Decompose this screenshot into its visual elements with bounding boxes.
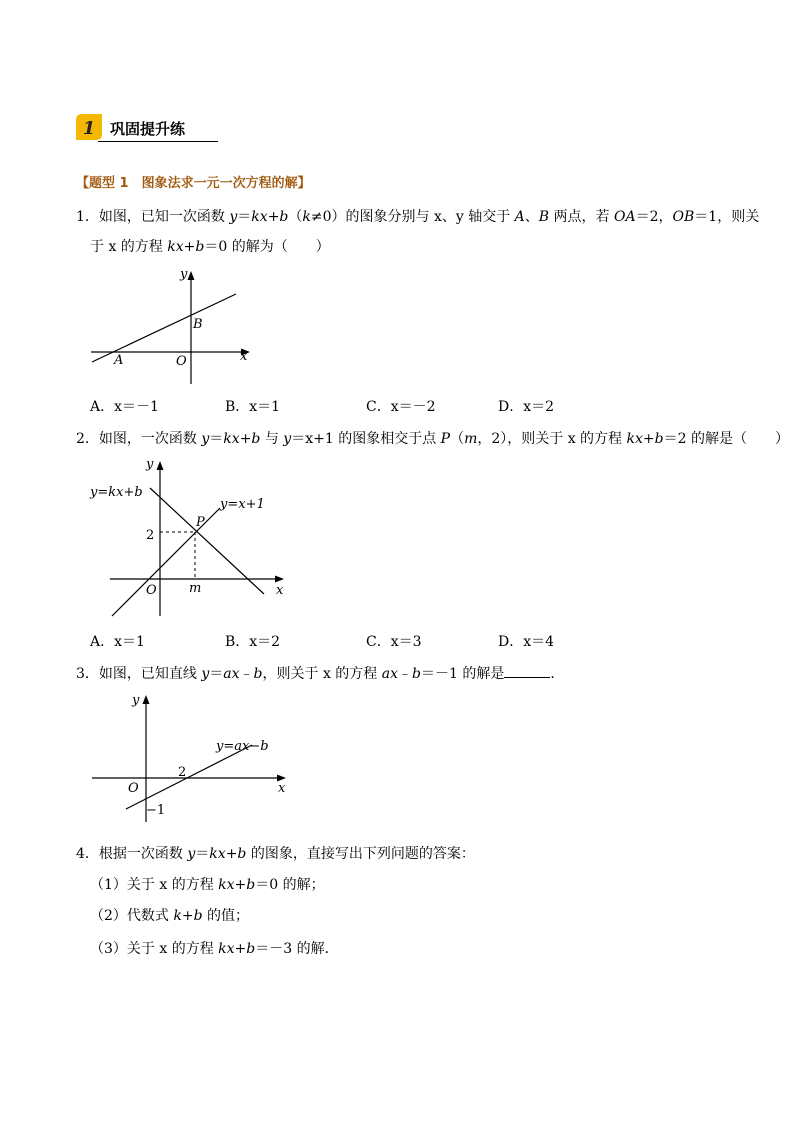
q4-sub2: （2）代数式 k+b 的值； (90, 908, 249, 924)
section-underline (98, 141, 218, 142)
q2-option-d[interactable]: D．x＝4 (498, 634, 555, 650)
q3-line1: 3．如图，已知直线 y＝ax﹣b，则关于 x 的方程 ax﹣b＝－1 的解是 ． (76, 666, 565, 682)
q4-line1: 4．根据一次函数 y＝kx+b 的图象，直接写出下列问题的答案： (76, 846, 475, 862)
q1-point-B: B (193, 317, 203, 332)
section-number: 1 (82, 118, 96, 139)
q2-figure (86, 452, 296, 620)
q3-line-label: y=ax−b (216, 739, 269, 754)
q1-x-label: x (240, 349, 248, 364)
q3-tick-neg1: −1 (146, 803, 166, 818)
q2-option-b[interactable]: B．x＝2 (225, 634, 281, 650)
q3-figure (86, 686, 296, 826)
q1-point-A: A (114, 353, 124, 368)
q1-y-label: y (180, 267, 188, 282)
q1-option-c[interactable]: C．x＝－2 (366, 399, 436, 415)
q2-tick-2: 2 (146, 528, 155, 543)
q2-line-x1-label: y=x+1 (220, 497, 265, 512)
q1-option-d[interactable]: D．x＝2 (498, 399, 555, 415)
q3-y-label: y (132, 693, 140, 708)
q2-tick-m: m (189, 581, 202, 596)
q2-line-kx-b-label: y=kx+b (90, 485, 143, 500)
section-number-badge (76, 114, 102, 140)
q3-x-label: x (278, 781, 286, 796)
q2-option-a[interactable]: A．x＝1 (90, 634, 145, 650)
q4-sub3: （3）关于 x 的方程 kx+b＝－3 的解． (90, 941, 339, 957)
q2-option-c[interactable]: C．x＝3 (366, 634, 422, 650)
q1-option-b[interactable]: B．x＝1 (225, 399, 281, 415)
q2-x-label: x (276, 583, 284, 598)
q1-figure (86, 262, 256, 388)
q2-y-label: y (146, 457, 154, 472)
section-title: 巩固提升练 (110, 120, 186, 138)
q2-point-P: P (196, 515, 205, 530)
q2-origin: O (146, 583, 157, 598)
q3-origin: O (128, 781, 139, 796)
q3-tick-2: 2 (178, 765, 187, 780)
q4-sub1: （1）关于 x 的方程 kx+b＝0 的解； (90, 877, 325, 893)
q2-line1: 2．如图，一次函数 y＝kx+b 与 y＝x+1 的图象相交于点 P（m，2），则关于 x 的方程 kx+b＝2 的解是（ ） (76, 431, 789, 447)
q1-line1: 1．如图，已知一次函数 y＝kx+b（k≠0）的图象分别与 x、y 轴交于 A、B 两点，若 OA＝2，OB＝1，则关 (76, 209, 760, 225)
q1-line2: 于 x 的方程 kx+b＝0 的解为（ ） (90, 239, 330, 255)
question-type-heading: 【题型 1 图象法求一元一次方程的解】 (76, 176, 311, 191)
q1-origin: O (176, 354, 187, 369)
q3-answer-blank[interactable] (504, 664, 550, 678)
q1-option-a[interactable]: A．x＝－1 (90, 399, 159, 415)
